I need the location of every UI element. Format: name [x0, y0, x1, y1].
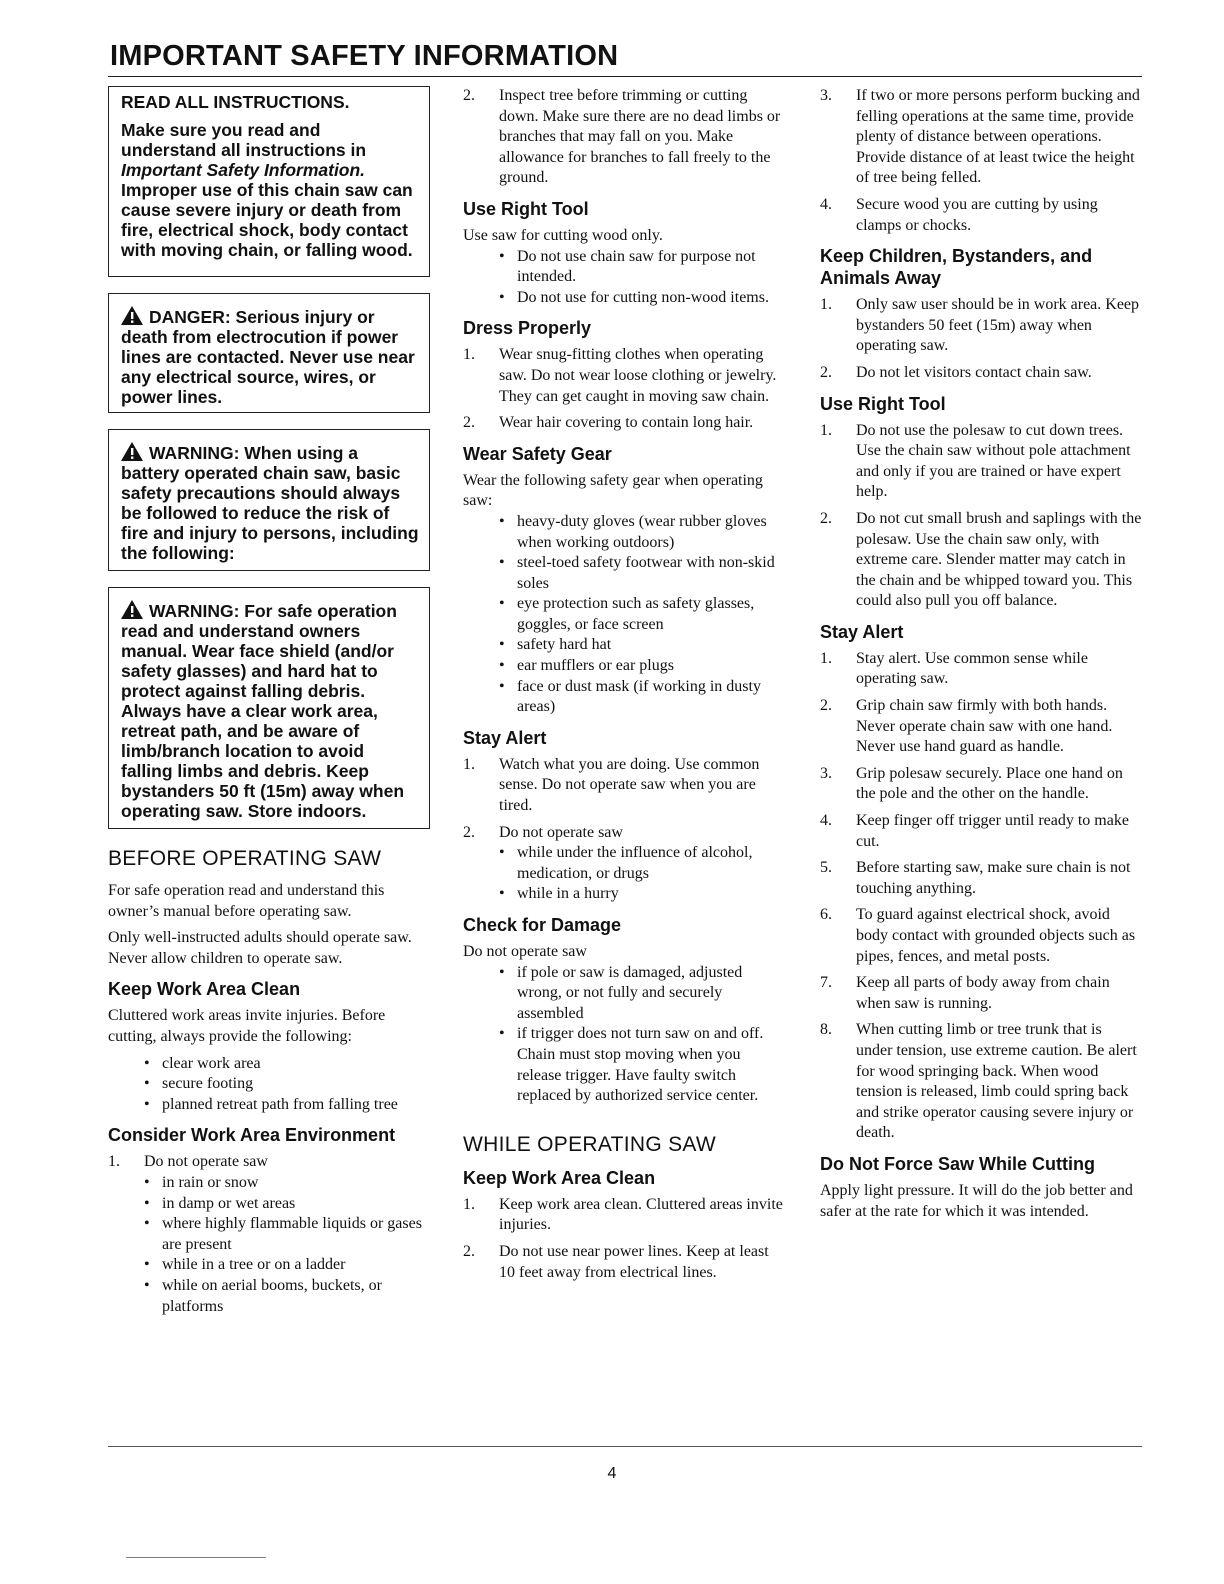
warning-triangle-icon	[121, 442, 143, 461]
list-item: • Do not use for cutting non-wood items.	[499, 288, 787, 309]
list-item	[463, 755, 787, 817]
environment-list	[108, 1152, 430, 1317]
while-operating-heading: WHILE OPERATING SAW	[463, 1132, 717, 1156]
list-item	[820, 1020, 1142, 1144]
item-text: Keep work area clean. Cluttered areas invite injuries.	[499, 1195, 783, 1234]
list-item: • clear work area	[144, 1054, 430, 1075]
item-number: 2.	[463, 1242, 475, 1260]
item-text: Do not use near power lines. Keep at least 10 feet away from electrical lines.	[499, 1242, 769, 1281]
before-paragraph-2: Only well-instructed adults should operate saw. Never allow children to operate saw.	[108, 929, 412, 967]
danger-text-body: DANGER: Serious injury or death from electrocution if power lines are contacted. Never use near any electrical source, wires, or power lines.	[121, 307, 415, 407]
list-item	[463, 823, 787, 905]
use-right-tool-list-2	[820, 421, 1142, 612]
list-item: • face or dust mask (if working in dusty areas)	[499, 677, 787, 718]
list-item	[820, 696, 1142, 758]
use-right-tool-heading-2: Use Right Tool	[820, 393, 946, 414]
item-text: Wear hair covering to contain long hair.	[499, 414, 754, 432]
item-number: 1.	[463, 346, 475, 364]
list-item: • Do not use chain saw for purpose not intended.	[499, 247, 787, 288]
inspect-tree-list	[463, 86, 787, 189]
warning-triangle-icon	[121, 600, 143, 619]
keep-work-area-clean-text: Cluttered work areas invite injuries. Before cutting, always provide the following:	[108, 1007, 386, 1045]
item-number: 1.	[820, 421, 832, 439]
keep-children-away-heading: Keep Children, Bystanders, and Animals Away	[820, 246, 1093, 289]
read-instructions-title: READ ALL INSTRUCTIONS.	[121, 92, 350, 112]
list-item	[820, 764, 1142, 805]
page-number: 4	[607, 1465, 617, 1482]
use-right-tool-heading: Use Right Tool	[463, 198, 589, 219]
item-number: 2.	[820, 363, 832, 381]
read-text-b: Improper use of this chain saw can cause severe injury or death from fire, electrical shock, body contact with moving chain, or falling wood.	[121, 180, 413, 260]
list-item: • safety hard hat	[499, 635, 787, 656]
stay-alert-list	[463, 755, 787, 905]
list-item	[820, 509, 1142, 612]
title-rule	[108, 76, 1142, 77]
dress-properly-heading: Dress Properly	[463, 318, 592, 339]
work-area-list	[108, 1054, 430, 1116]
wear-safety-gear-text: Wear the following safety gear when operating saw:	[463, 471, 763, 510]
list-item	[820, 973, 1142, 1014]
keep-children-list	[820, 295, 1142, 383]
item-text: If two or more persons perform bucking and felling operations at the same time, provide plenty of distance between operations. Provide distance of at least twice the height of tree being felled.	[856, 87, 1140, 187]
item-text: Watch what you are doing. Use common sense. Do not operate saw when you are tired.	[499, 755, 760, 815]
item-text: Grip chain saw firmly with both hands. Never operate chain saw with one hand. Never use hand guard as handle.	[856, 697, 1113, 756]
list-item: • while in a tree or on a ladder	[144, 1255, 430, 1276]
item-number: 3.	[820, 764, 832, 782]
work-area-clean-list	[463, 1195, 787, 1283]
list-item: • steel-toed safety footwear with non-skid soles	[499, 553, 787, 594]
item-number: 5.	[820, 859, 832, 877]
column-1	[108, 86, 430, 1323]
item-text: Keep finger off trigger until ready to make cut.	[856, 812, 1129, 850]
item-number: 1.	[820, 649, 832, 667]
list-item: • in rain or snow	[144, 1173, 430, 1194]
item-number: 1.	[463, 1195, 475, 1213]
list-item	[820, 295, 1142, 357]
list-item	[463, 1195, 787, 1236]
list-item: • while in a hurry	[499, 884, 787, 905]
list-item: • if pole or saw is damaged, adjusted wrong, or not fully and securely assembled	[499, 963, 787, 1025]
list-item: • where highly flammable liquids or gases are present	[144, 1214, 430, 1255]
item-number: 4.	[820, 812, 832, 830]
item-number: 1.	[820, 296, 832, 314]
wear-safety-gear-heading: Wear Safety Gear	[463, 443, 612, 464]
before-paragraph-1: For safe operation read and understand this owner’s manual before operating saw.	[108, 882, 385, 920]
item-text: Grip polesaw securely. Place one hand on the pole and the other on the handle.	[856, 764, 1123, 803]
item-number: 2.	[463, 87, 475, 104]
item-number: 6.	[820, 906, 832, 924]
item-text: To guard against electrical shock, avoid body contact with grounded objects such as pipes, fences, and metal posts.	[856, 906, 1136, 965]
list-item	[820, 811, 1142, 852]
list-item	[463, 1242, 787, 1283]
warning-safe-text	[121, 600, 419, 821]
list-item	[463, 345, 787, 407]
list-item	[463, 86, 787, 189]
column-2	[463, 86, 787, 1289]
item-number: 4.	[820, 195, 832, 213]
consider-environment-heading: Consider Work Area Environment	[108, 1125, 396, 1146]
list-item	[820, 905, 1142, 967]
keep-work-area-clean-heading-2: Keep Work Area Clean	[463, 1167, 656, 1188]
item-number: 1.	[463, 755, 475, 773]
do-not-force-heading: Do Not Force Saw While Cutting	[820, 1153, 1095, 1174]
warning-battery-body: WARNING: When using a battery operated chain saw, basic safety precautions should always be followed to reduce the risk of fire and injury to persons, including the following:	[121, 443, 419, 563]
environment-bullets	[144, 1173, 430, 1317]
list-item: • ear mufflers or ear plugs	[499, 656, 787, 677]
list-item	[820, 858, 1142, 899]
item-text: Do not operate saw	[499, 823, 623, 841]
read-instructions-box	[108, 86, 430, 277]
danger-text	[121, 306, 419, 407]
item-text: When cutting limb or tree trunk that is under tension, use extreme caution. Be alert for wood springing back. When wood tension is released, limb could spring back and strike operator causing severe injury or death.	[856, 1021, 1137, 1142]
keep-work-area-clean-heading: Keep Work Area Clean	[108, 979, 301, 1000]
item-text: Wear snug-fitting clothes when operating saw. Do not wear loose clothing or jewelry. They can get caught in moving saw chain.	[499, 346, 777, 405]
scan-artifact-line	[126, 1557, 266, 1558]
footer-rule	[108, 1446, 1142, 1447]
check-damage-list	[463, 963, 787, 1107]
item-text: Do not operate saw	[144, 1153, 268, 1171]
use-right-tool-list	[463, 247, 787, 309]
item-text: Secure wood you are cutting by using clamps or chocks.	[856, 195, 1098, 234]
check-for-damage-text: Do not operate saw	[463, 943, 587, 960]
item-text: Inspect tree before trimming or cutting down. Make sure there are no dead limbs or branches that may fall on you. Make allowance for branches to fall freely to the ground.	[499, 87, 781, 187]
list-item: • while under the influence of alcohol, medication, or drugs	[499, 843, 787, 884]
warning-safe-body: WARNING: For safe operation read and understand owners manual. Wear face shield (and/or safety glasses) and hard hat to protect against falling debris. Always have a clear work area, retreat path, and be aware of limb/branch location to avoid falling limbs and debris. Keep bystanders 50 ft (15m) away when operating saw. Store indoors.	[121, 601, 405, 821]
item-number: 2.	[463, 414, 475, 432]
list-item	[108, 1152, 430, 1317]
stay-alert-list-2	[820, 649, 1142, 1144]
list-item	[820, 363, 1142, 384]
dress-properly-list	[463, 345, 787, 433]
column-3	[820, 86, 1142, 1228]
list-item	[820, 649, 1142, 690]
use-right-tool-text: Use saw for cutting wood only.	[463, 226, 663, 244]
danger-box	[108, 293, 430, 413]
bucking-list	[820, 86, 1142, 236]
stay-alert-heading: Stay Alert	[463, 727, 547, 748]
check-for-damage-heading: Check for Damage	[463, 915, 622, 935]
item-number: 8.	[820, 1021, 832, 1039]
list-item: • in damp or wet areas	[144, 1194, 430, 1215]
item-text: Stay alert. Use common sense while operating saw.	[856, 649, 1088, 688]
warning-box-battery	[108, 429, 430, 571]
item-number: 2.	[820, 509, 832, 527]
item-number: 3.	[820, 87, 832, 104]
list-item	[820, 421, 1142, 503]
read-instructions-text	[121, 120, 419, 260]
list-item: • eye protection such as safety glasses, goggles, or face screen	[499, 594, 787, 635]
stay-alert-heading-2: Stay Alert	[820, 621, 904, 642]
safety-gear-list	[463, 512, 787, 718]
warning-triangle-icon	[121, 306, 143, 325]
list-item: • heavy-duty gloves (wear rubber gloves when working outdoors)	[499, 512, 787, 553]
stay-alert-bullets	[499, 843, 787, 905]
list-item: • secure footing	[144, 1074, 430, 1095]
list-item: • while on aerial booms, buckets, or platforms	[144, 1276, 430, 1317]
list-item	[820, 195, 1142, 236]
list-item: • if trigger does not turn saw on and off. Chain must stop moving when you release trigger. Have faulty switch replaced by authorized service center.	[499, 1024, 787, 1106]
item-text: Do not cut small brush and saplings with the polesaw. Use the chain saw only, with extreme care. Slender matter may catch in the chain and be whipped toward you. This could also pull you off balance.	[856, 509, 1142, 610]
list-item: • planned retreat path from falling tree	[144, 1095, 430, 1116]
item-number: 2.	[820, 697, 832, 715]
item-number: 1.	[108, 1153, 120, 1171]
read-text-italic: Important Safety Information.	[121, 160, 366, 180]
list-item	[820, 86, 1142, 189]
do-not-force-text: Apply light pressure. It will do the job better and safer at the rate for which it was intended.	[820, 1181, 1133, 1220]
item-text: Before starting saw, make sure chain is not touching anything.	[856, 859, 1131, 897]
read-text-a: Make sure you read and understand all instructions in	[121, 120, 367, 160]
item-number: 2.	[463, 823, 475, 841]
item-text: Do not let visitors contact chain saw.	[856, 363, 1092, 381]
item-text: Only saw user should be in work area. Keep bystanders 50 feet (15m) away when operating saw.	[856, 296, 1140, 355]
page-title: IMPORTANT SAFETY INFORMATION	[110, 40, 619, 72]
warning-box-safe-operation	[108, 587, 430, 829]
before-operating-heading: BEFORE OPERATING SAW	[108, 847, 382, 870]
item-text: Do not use the polesaw to cut down trees. Use the chain saw without pole attachment and only if you are trained or have expert help.	[856, 421, 1131, 501]
item-number: 7.	[820, 974, 832, 992]
list-item	[463, 413, 787, 434]
warning-battery-text	[121, 442, 419, 563]
item-text: Keep all parts of body away from chain when saw is running.	[856, 974, 1110, 1012]
